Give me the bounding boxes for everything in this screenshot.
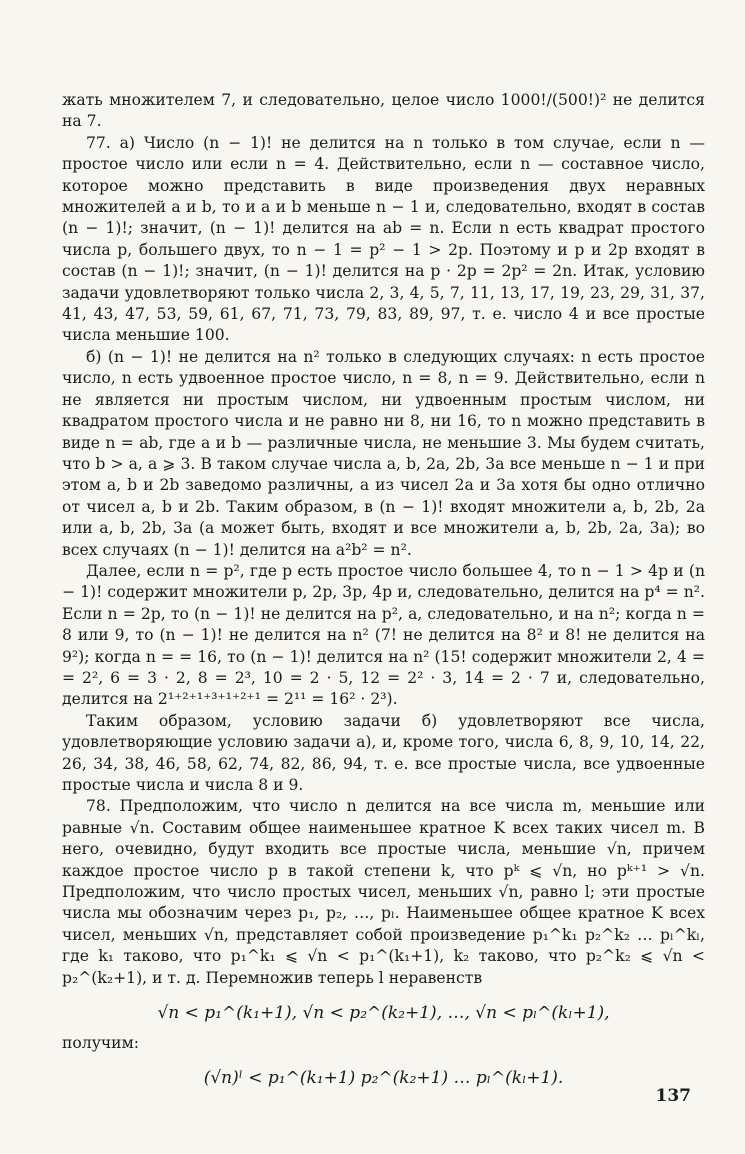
paragraph-problem-77b-cont: Далее, если n = p², где p есть простое число большее 4, то n − 1 > 4p и (n − 1)! содержит множители p, 2p, 3p, 4p и, следовательно, делится на p⁴ = n². Если n = 2p, то (n − 1)! не делится на p², а, следовательно, и на n²; когда n = 8 или 9, то (n − 1)! не делится на n² (7! не делится на 8² и 8! не делится на 9²); когда n = = 16, то (n − 1)! делится на n² (15! содержит множители 2, 4 = = 2², 6 = 3 · 2, 8 = 2³, 10 = 2 · 5, 12 = 2² · 3, 14 = 2 · 7 и, следовательно, делится на 2¹⁺²⁺¹⁺³⁺¹⁺²⁺¹ = 2¹¹ = 16² · 2³). <box>62 561 705 709</box>
formula-label: получим: <box>62 1034 139 1053</box>
paragraph-problem-78: 78. Предположим, что число n делится на все числа m, меньшие или равные √n. Составим общее наименьшее кратное K всех таких чисел m. В него, очевидно, будут входить все простые числа, меньшие √n, причем каждое простое число p в такой степени k, что pᵏ ⩽ √n, но pᵏ⁺¹ > √n. Предположим, что число простых чисел, меньших √n, равно l; эти простые числа мы обозначим через p₁, p₂, …, pₗ. Наименьшее общее кратное K всех чисел, меньших √n, представляет собой произведение p₁^k₁ p₂^k₂ … pₗ^kₗ, где k₁ таково, что p₁^k₁ ⩽ √n < p₁^(k₁+1), k₂ таково, что p₂^k₂ ⩽ √n < p₂^(k₂+1), и т. д. Перемножив теперь l неравенств <box>62 797 705 987</box>
paragraph-problem-77a: 77. а) Число (n − 1)! не делится на n только в том случае, если n — простое число или если n = 4. Действительно, если n — составное число, которое можно представить в виде произведения двух неравных множителей a и b, то и a и b меньше n − 1 и, следовательно, входят в состав (n − 1)!; значит, (n − 1)! делится на ab = n. Если n есть квадрат простого числа p, большего двух, то n − 1 = p² − 1 > 2p. Поэтому и p и 2p входят в состав (n − 1)!; значит, (n − 1)! делится на p · 2p = 2p² = 2n. Итак, условию задачи удовлетворяют только числа 2, 3, 4, 5, 7, 11, 13, 17, 19, 23, 29, 31, 37, 41, 43, 47, 53, 59, 61, 67, 71, 73, 79, 83, 89, 97, т. е. число 4 и все простые числа меньшие 100. <box>62 133 705 345</box>
formula-product: (√n)ˡ < p₁^(k₁+1) p₂^(k₂+1) … pₗ^(kₗ+1). <box>203 1068 564 1089</box>
paragraph-problem-77-conclusion: Таким образом, условию задачи б) удовлетворяют все числа, удовлетворяющие условию задачи а), и, кроме того, числа 6, 8, 9, 10, 14, 22, 26, 34, 38, 46, 58, 62, 74, 82, 86, 94, т. е. все простые числа, все удвоенные простые числа и числа 8 и 9. <box>62 711 705 794</box>
paragraph-continuation: жать множителем 7, и следовательно, целое число 1000!/(500!)² не делится на 7. <box>62 91 705 131</box>
formula-inequalities: √n < p₁^(k₁+1), √n < p₂^(k₂+1), …, √n < pₗ^(kₗ+1), <box>157 1003 610 1024</box>
page-number: 137 <box>655 1086 691 1106</box>
paragraph-problem-77b: б) (n − 1)! не делится на n² только в следующих случаях: n есть простое число, n есть удвоенное простое число, n = 8, n = 9. Действительно, если n не является ни простым числом, ни удвоенным простым числом, ни квадратом простого числа и не равно ни 8, ни 16, то n можно представить в виде n = ab, где a и b — различные числа, не меньшие 3. Мы будем считать, что b > a, a ⩾ 3. В таком случае числа a, b, 2a, 2b, 3a все меньше n − 1 и при этом a, b и 2b заведомо различны, а из чисел 2a и 3a хотя бы одно отлично от чисел a, b и 2b. Таким образом, в (n − 1)! входят множители a, b, 2b, 2a или a, b, 2b, 3a (a может быть, входят и все множители a, b, 2b, 2a, 3a); во всех случаях (n − 1)! делится на a²b² = n². <box>62 347 705 559</box>
